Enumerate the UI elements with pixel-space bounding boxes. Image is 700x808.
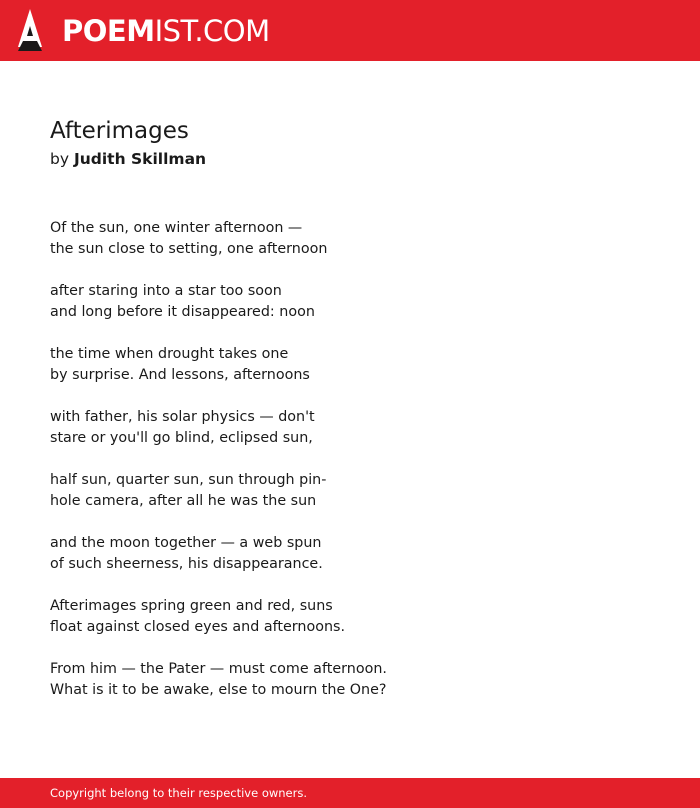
poem-line: with father, his solar physics — don't [50, 409, 315, 425]
byline [50, 149, 206, 169]
poem-title: Afterimages [50, 118, 189, 144]
stanza [50, 659, 650, 701]
poem-line: stare or you'll go blind, eclipsed sun, [50, 430, 313, 446]
byline-label: by [50, 150, 70, 168]
poem-line: Of the sun, one winter afternoon — [50, 220, 303, 236]
poem-line: What is it to be awake, else to mourn the One? [50, 682, 387, 698]
poem-line: Afterimages spring green and red, suns [50, 598, 333, 614]
poem-line: From him — the Pater — must come afternoon. [50, 661, 387, 677]
poem-line: of such sheerness, his disappearance. [50, 556, 323, 572]
stanza [50, 407, 650, 449]
poem-line: the time when drought takes one [50, 346, 289, 362]
site-logo[interactable] [62, 13, 270, 49]
poem-body [50, 218, 650, 722]
poem-line: the sun close to setting, one afternoon [50, 241, 328, 257]
poem-line: by surprise. And lessons, afternoons [50, 367, 310, 383]
stanza [50, 596, 650, 638]
poem-line: after staring into a star too soon [50, 283, 282, 299]
poem-line: float against closed eyes and afternoons. [50, 619, 346, 635]
stanza [50, 533, 650, 575]
stanza [50, 344, 650, 386]
site-footer [0, 778, 700, 808]
stanza [50, 470, 650, 512]
poem-line: half sun, quarter sun, sun through pin- [50, 472, 327, 488]
stanza [50, 281, 650, 323]
poem-line: and the moon together — a web spun [50, 535, 322, 551]
stanza [50, 218, 650, 260]
copyright-text: Copyright belong to their respective owners. [50, 786, 308, 800]
logo-thin-text: IST.COM [154, 14, 270, 48]
pencil-icon[interactable] [18, 9, 42, 51]
logo-bold-text: POEM [62, 14, 155, 48]
author-name: Judith Skillman [73, 150, 207, 168]
poem-line: and long before it disappeared: noon [50, 304, 315, 320]
site-header [0, 0, 700, 61]
poem-line: hole camera, after all he was the sun [50, 493, 317, 509]
